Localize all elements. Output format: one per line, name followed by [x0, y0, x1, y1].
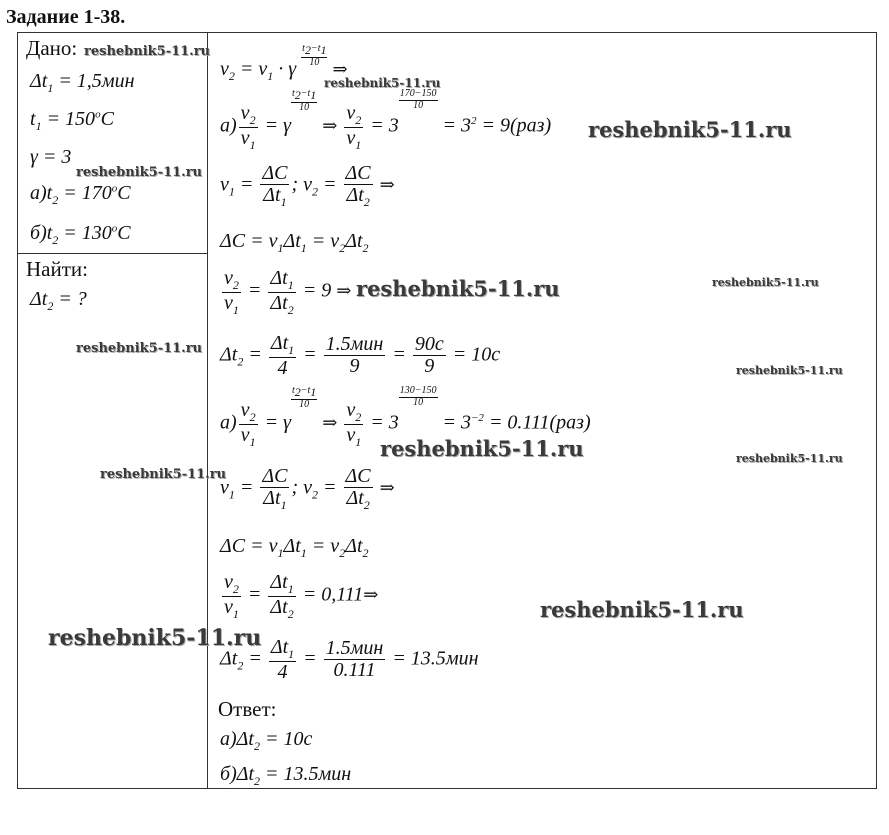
- formula-dc-b: $\Delta C = v_1\Delta t_1 = v_2\Delta t_2$: [220, 535, 369, 560]
- answer-a: $а)\Delta t_2 = 10с$: [220, 728, 313, 753]
- find-label: Найти:: [26, 257, 88, 281]
- given-find-divider: [17, 253, 207, 254]
- formula-dt2-a: $\Delta t_2$ = $\frac{\Delta t_1}{4}$ = $\frac{\text{1.5мин}}{9}$ = $\frac{90с}{9}$ = 10с: [220, 332, 501, 379]
- given-item: $t_1 = 150^oC$: [30, 108, 114, 133]
- formula-dt2-b: $\Delta t_2$ = $\frac{\Delta t_1}{4}$ = $\frac{\text{1.5мин}}{0.111}$ = 13.5мин: [220, 636, 479, 683]
- find-item: $\Delta t_2$ = ?: [30, 288, 87, 313]
- watermark: reshebnik5-11.ru: [76, 165, 203, 180]
- answer-label: Ответ:: [218, 697, 277, 721]
- formula-vant-hoff: $v_2 = v_1 \cdot \gamma$ $\frac{t_2-t_1}{10}$ ⇒: [220, 43, 348, 83]
- given-item: $б)t_2 = 130^oC$: [30, 222, 131, 247]
- answer-b: $б)\Delta t_2 = 13.5мин$: [220, 763, 352, 788]
- page-title: Задание 1-38.: [6, 6, 126, 28]
- formula-ratio-a: а) $\frac{v_2}{v_1}$ = γ $\frac{t_2-t_1}{10}$ ⇒ $\frac{v_2}{v_1}$ = 3 $\frac{170-150}{10}$ = $3^2 = 9(раз)$: [220, 88, 552, 152]
- watermark: reshebnik5-11.ru: [540, 597, 744, 622]
- formula-dc: $\Delta C = v_1\Delta t_1 = v_2\Delta t_2$: [220, 230, 369, 255]
- watermark: reshebnik5-11.ru: [588, 117, 792, 142]
- watermark: reshebnik5-11.ru: [736, 364, 843, 377]
- formula-ratio-9: $\frac{v_2}{v_1}$ = $\frac{\Delta t_1}{\Delta t_2}$ = 9 ⇒: [224, 267, 352, 317]
- watermark: reshebnik5-11.ru: [48, 625, 262, 651]
- watermark: reshebnik5-11.ru: [84, 44, 211, 59]
- watermark: reshebnik5-11.ru: [736, 452, 843, 465]
- watermark: reshebnik5-11.ru: [712, 276, 819, 289]
- formula-rates: $v_1$ = $\frac{\Delta C}{\Delta t_1}$ ; $v_2$ = $\frac{\Delta C}{\Delta t_2}$ ⇒: [220, 162, 395, 209]
- column-divider: [207, 32, 208, 789]
- formula-rates-b: $v_1$ = $\frac{\Delta C}{\Delta t_1}$ ; $v_2$ = $\frac{\Delta C}{\Delta t_2}$ ⇒: [220, 465, 395, 512]
- watermark: reshebnik5-11.ru: [380, 436, 584, 461]
- watermark: reshebnik5-11.ru: [356, 276, 560, 301]
- given-item: $\Delta t_1 = 1,5мин$: [30, 70, 135, 95]
- watermark: reshebnik5-11.ru: [76, 341, 203, 356]
- given-label: Дано:: [26, 36, 78, 60]
- formula-ratio-b: а) $\frac{v_2}{v_1}$ = γ $\frac{t_2-t_1}{10}$ ⇒ $\frac{v_2}{v_1}$ = 3 $\frac{130-150}{10}$ = $3^{-2} = 0.111(раз)$: [220, 385, 591, 449]
- watermark: reshebnik5-11.ru: [324, 76, 441, 90]
- given-item: $а)t_2 = 170^oC$: [30, 182, 131, 207]
- formula-ratio-0111: $\frac{v_2}{v_1}$ = $\frac{\Delta t_1}{\Delta t_2}$ = 0,111⇒: [224, 571, 379, 621]
- watermark: reshebnik5-11.ru: [100, 467, 227, 482]
- given-item: γ = 3: [30, 146, 72, 168]
